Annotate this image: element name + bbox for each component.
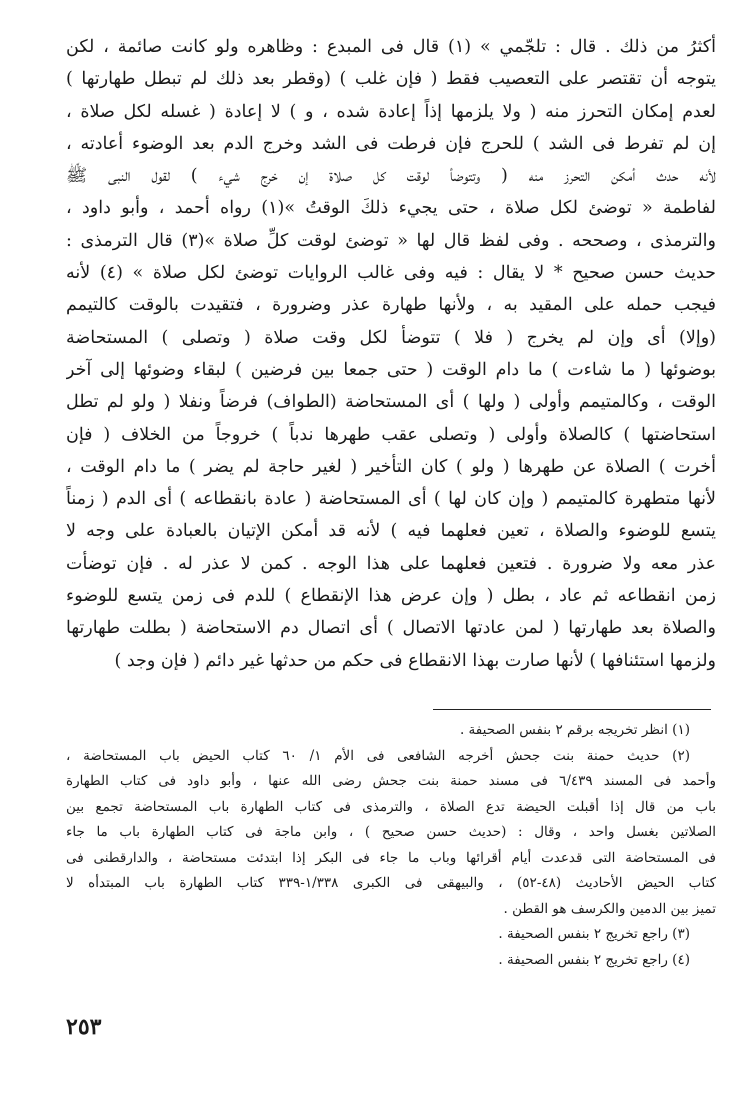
text-line: والترمذى ، وصححه . وفى لفظ قال لها « توضئ لوقت كلِّ صلاة »(٣) قال الترمذى :	[66, 230, 716, 251]
text-line: يتسع للوضوء والصلاة ، تعين فعلهما فيه ) لأنه قد أمكن الإتيان بالعبادة على وجه لا	[66, 521, 716, 542]
footnote-line: (١) انظر تخريجه برقم ٢ بنفس الصحيفة .	[459, 722, 690, 738]
text-line: بوضوئها ( ما شاءت ) ما دام الوقت ( حتى جمعا بين فرضين ) لبقاء وضوئها إلى آخر	[66, 359, 716, 380]
text-line: يتوجه أن تقتصر على التعصيب فقط ( فإن غلب ) (وقطر بعد ذلك لم تبطل طهارتها )	[66, 69, 716, 90]
text-line: الوقت ، وكالمتيمم وأولى ( ولها ) أى المستحاضة (الطواف) فرضاً ونفلا ( ولو لم تطل	[66, 392, 716, 413]
text-line: استحاضتها ) كالصلاة وأولى ( وتصلى عقب طهرها ندباً ) خروجاً من الخلاف ( فإن	[66, 424, 716, 445]
text-line: أكثرُ من ذلك . قال : تلجّمي » (١) قال فى المبدع : وظاهره ولو كانت صائمة ، لكن	[66, 37, 716, 57]
text-line: حديث حسن صحيح * لا يقال : فيه وفى غالب الروايات توضئ لكل صلاة » (٤) لأنه	[66, 263, 716, 284]
footnote-line: تميز بين الدمين والكرسف هو القطن .	[503, 900, 716, 917]
footnote-separator	[433, 709, 711, 710]
text-line: لفاطمة « توضئ لكل صلاة ، حتى يجيء ذلكَ الوقتُ »(١) رواه أحمد ، وأبو داود ،	[66, 198, 716, 219]
text-line: (وإلا) أى وإن لم يخرج ( فلا ) تتوضأ لكل وقت صلاة ( وتصلى ) المستحاضة	[66, 327, 716, 348]
footnote-line: (٢) حديث حمنة بنت جحش أخرجه الشافعى فى الأم ١/ ٦٠ كتاب الحيض باب المستحاضة ،	[66, 747, 690, 764]
footnote-line: فى المستحاضة التى قدعدت أيام أقرائها وباب ما جاء فى البكر إذا ابتدئت مستحاضة ، والدارقطنى فى	[66, 849, 716, 866]
text-line: والصلاة بعد طهارتها ( لمن عادتها الاتصال ) أى اتصال دم الاستحاضة ( بطلت طهارتها	[66, 618, 716, 639]
footnote-line: (٣) راجع تخريج ٢ بنفس الصحيفة .	[498, 926, 690, 942]
text-line: عذر معه ولا ضرورة . فتعين فعلهما على هذا الوجه . كمن لا عذر له . فإن توضأت	[66, 553, 716, 574]
text-line: لعدم إمكان التحرز منه ( ولا يلزمها إذاً إعادة شده ، و ) لا إعادة ( غسله لكل صلاة ،	[66, 101, 716, 122]
footnotes-block	[66, 718, 716, 973]
text-line: زمن انقطاعه ثم عاد ، بطل ( وإن عرض هذا الإنقطاع ) للدم فى زمن يتسع للوضوء	[66, 586, 716, 607]
footnote-line: الصلاتين بغسل واحد ، وقال : (حديث حسن صحيح ) ، وابن ماجة فى كتاب الطهارة باب ما جاء	[66, 824, 716, 840]
text-line: إن لم تفرط فى الشد ) للحرج فإن فرطت فى الشد وخرج الدم بعد الوضوء أعادته ،	[66, 133, 716, 154]
text-line: فيجب حمله على المقيد به ، ولأنها طهارة عذر وضرورة ، فتقيدت بالوقت كالتيمم	[66, 295, 716, 316]
text-line: أخرت ) الصلاة عن طهرها ( ولو ) كان التأخير ( لغير حاجة لم يضر ) ما دام الوقت ،	[66, 456, 716, 477]
page-number: ٢٥٣	[66, 1014, 102, 1040]
footnote-line: وأحمد فى المسند ٦/٤٣٩ فى مسند حمنة بنت جحش رضى الله عنها ، وأبو داود فى كتاب الطهارة	[66, 773, 716, 789]
main-text-block	[66, 31, 716, 677]
footnote-line: (٤) راجع تخريج ٢ بنفس الصحيفة .	[498, 951, 690, 968]
text-line: لأنها متطهرة كالمتيمم ( وإن كان لها ) أى المستحاضة ( عادة بانقطاعه ) أى الدم ( زمناً	[66, 489, 716, 510]
text-line: ولزمها استئنافها ) لأنها صارت بهذا الانقطاع فى حكم من حدثها غير دائم ( فإن وجد )	[114, 650, 716, 671]
footnote-line: كتاب الحيض الأحاديث (٤٨-٥٢) ، والبيهقى فى الكبرى ١/٣٣٨-٣٣٩ كتاب الطهارة باب المبتدأه لا	[66, 875, 716, 891]
footnote-line: باب من قال إذا أقبلت الحيضة تدع الصلاة ، والترمذى فى كتاب الطهارة باب المستحاضة تجمع بين	[66, 798, 716, 815]
text-line: لأنه حدث أمكن التحرز منه ( وتتوضأ لوقت كل صلاة إن خرج شيء ) لقول النبى ﷺ	[66, 166, 716, 187]
